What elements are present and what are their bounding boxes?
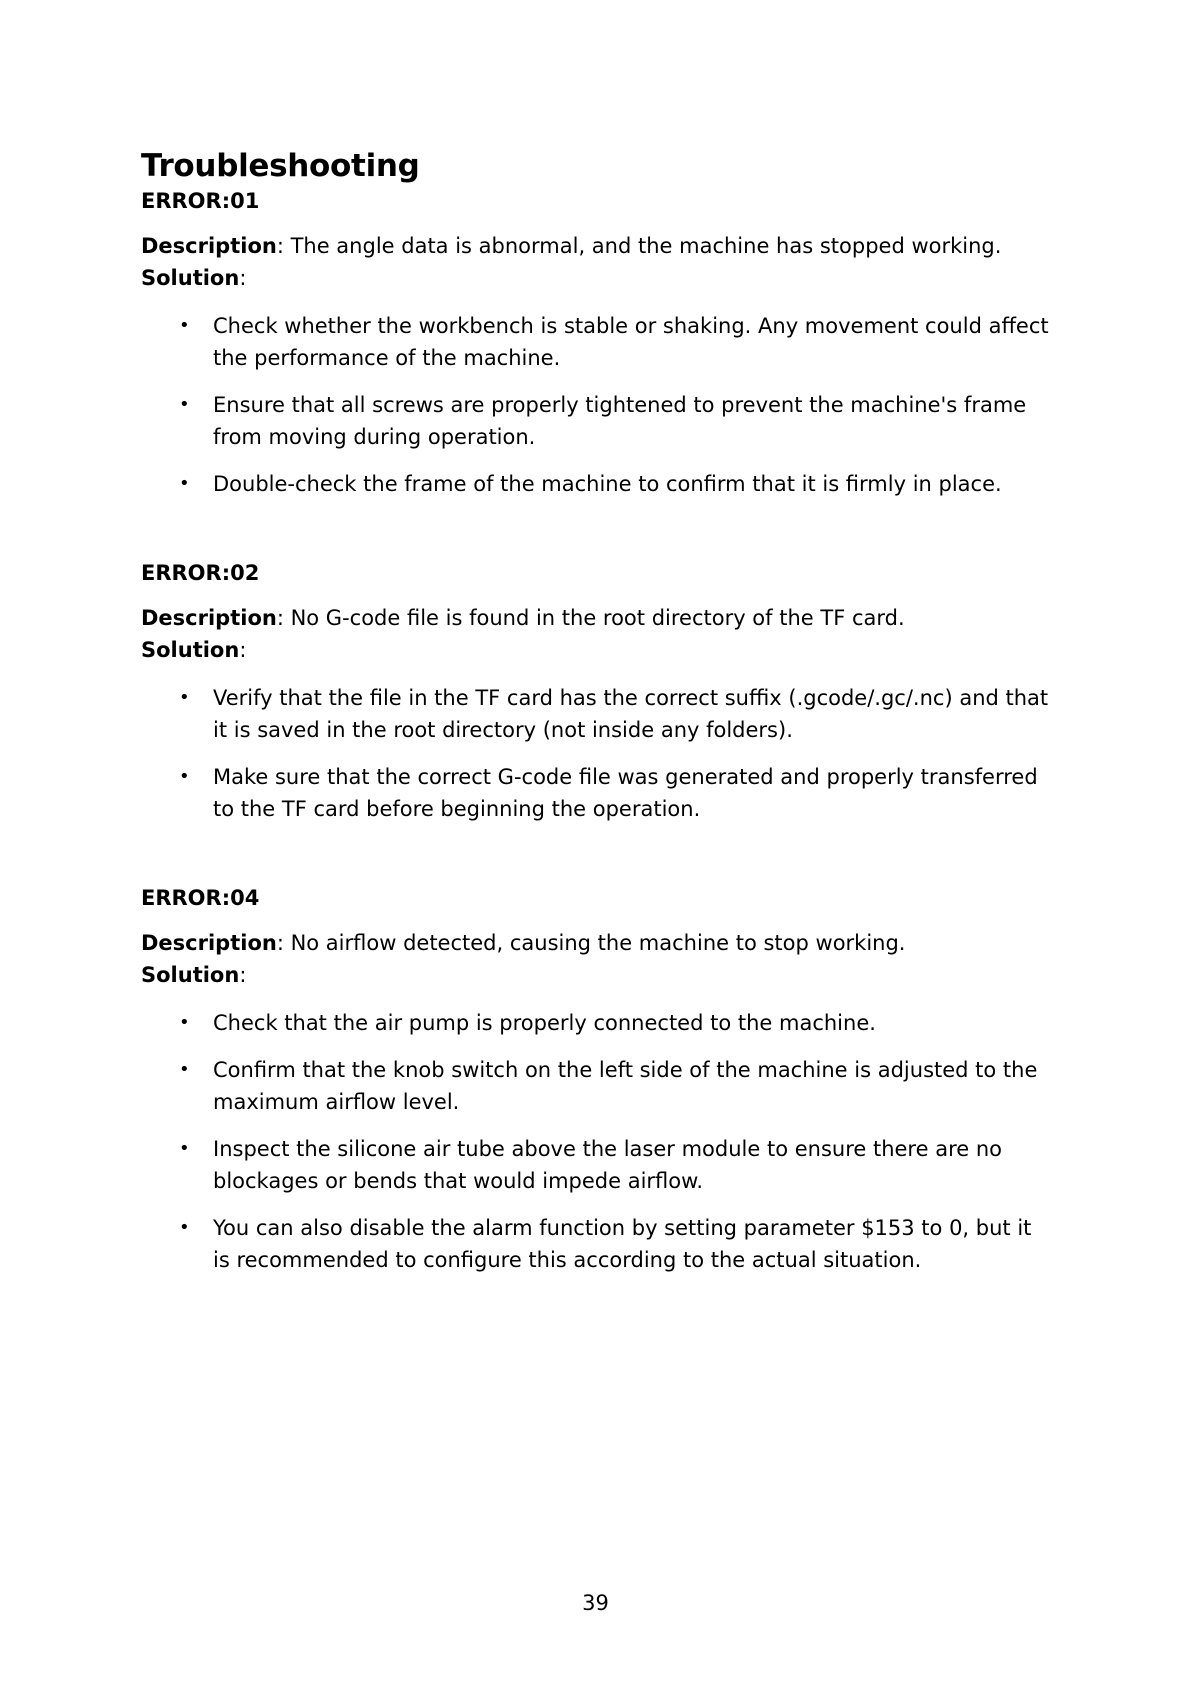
solution-text: Ensure that all screws are properly tightened to prevent the machine's frame from moving during operation.: [213, 393, 1027, 449]
bullet-icon: •: [179, 315, 190, 336]
error-code: ERROR:04: [141, 886, 260, 910]
error-section-04: [141, 883, 1061, 1276]
page-title: Troubleshooting: [141, 148, 420, 184]
solution-text: Inspect the silicone air tube above the laser module to ensure there are no blockages or bends that would impede airflow.: [213, 1137, 1002, 1193]
description-label: Description: [141, 234, 277, 258]
error-description: [141, 927, 1061, 959]
error-description: [141, 602, 1061, 634]
page-number: 39: [582, 1591, 609, 1615]
error-description: [141, 230, 1061, 262]
error-code: ERROR:01: [141, 189, 260, 213]
solution-list: [141, 310, 1061, 500]
solution-item: [141, 1054, 1053, 1118]
solution-text: You can also disable the alarm function by setting parameter $153 to 0, but it is recommended to configure this according to the actual situation.: [213, 1216, 1032, 1272]
bullet-icon: •: [179, 687, 190, 708]
bullet-icon: •: [179, 766, 190, 787]
solution-label: Solution: [141, 266, 240, 290]
bullet-icon: •: [179, 394, 190, 415]
description-text: : The angle data is abnormal, and the machine has stopped working.: [276, 234, 1002, 258]
solution-text: Verify that the file in the TF card has the correct suffix (.gcode/.gc/.nc) and that it is saved in the root directory (not inside any folders).: [213, 686, 1049, 742]
solution-text: Check whether the workbench is stable or shaking. Any movement could affect the performance of the machine.: [213, 314, 1049, 370]
solution-list: [141, 1007, 1061, 1276]
solution-colon: :: [239, 266, 247, 290]
bullet-icon: •: [179, 1059, 190, 1080]
solution-item: [141, 468, 1053, 500]
solution-label: Solution: [141, 638, 240, 662]
solution-text: Make sure that the correct G-code file was generated and properly transferred to the TF card before beginning the operation.: [213, 765, 1038, 821]
solution-item: [141, 1212, 1053, 1276]
error-section-01: [141, 186, 1061, 500]
error-code: ERROR:02: [141, 561, 260, 585]
bullet-icon: •: [179, 1138, 190, 1159]
error-section-02: [141, 558, 1061, 825]
solution-list: [141, 682, 1061, 825]
solution-heading: [141, 634, 1061, 666]
solution-item: [141, 389, 1053, 453]
solution-item: [141, 1007, 1053, 1039]
solution-item: [141, 761, 1053, 825]
description-text: : No G-code file is found in the root directory of the TF card.: [276, 606, 905, 630]
solution-heading: [141, 262, 1061, 294]
description-text: : No airflow detected, causing the machine to stop working.: [276, 931, 906, 955]
description-label: Description: [141, 931, 277, 955]
document-body: [141, 146, 1061, 1291]
solution-item: [141, 310, 1053, 374]
solution-label: Solution: [141, 963, 240, 987]
solution-text: Double-check the frame of the machine to confirm that it is firmly in place.: [213, 472, 1002, 496]
bullet-icon: •: [179, 473, 190, 494]
solution-item: [141, 1133, 1053, 1197]
bullet-icon: •: [179, 1217, 190, 1238]
bullet-icon: •: [179, 1012, 190, 1033]
solution-heading: [141, 959, 1061, 991]
solution-item: [141, 682, 1053, 746]
solution-colon: :: [239, 963, 247, 987]
description-label: Description: [141, 606, 277, 630]
solution-colon: :: [239, 638, 247, 662]
solution-text: Confirm that the knob switch on the left side of the machine is adjusted to the maximum airflow level.: [213, 1058, 1038, 1114]
solution-text: Check that the air pump is properly connected to the machine.: [213, 1011, 876, 1035]
